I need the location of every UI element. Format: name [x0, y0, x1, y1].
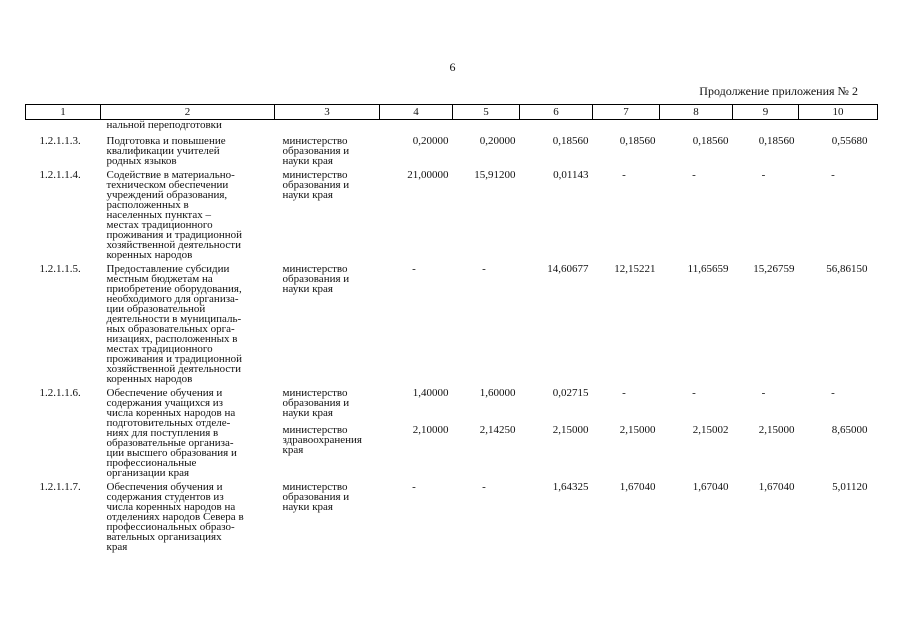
empty-value: - — [692, 169, 696, 181]
numeric-value: 8,65000 — [831, 424, 868, 436]
item-description: Обеспечение обучения и содержания учащихся из числа коренных народов на подготовительных отделе- ниях для поступления в образовательные организа- ции высшего образования и профессиональные организации края — [106, 387, 237, 479]
numeric-value: 2,15000 — [619, 424, 656, 436]
numeric-value: 15,26759 — [753, 263, 795, 275]
program-table — [25, 104, 878, 556]
numeric-value: 0,18560 — [758, 135, 795, 147]
page-number: 6 — [449, 60, 456, 74]
value-cell — [520, 482, 593, 552]
numeric-value: 0,20000 — [412, 135, 449, 147]
agency-cell — [275, 482, 380, 552]
value-cell — [593, 388, 660, 478]
continuation-text: нальной переподготовки — [106, 119, 222, 131]
numeric-value: 2,15000 — [758, 424, 795, 436]
value-cell — [733, 136, 799, 166]
numeric-value: 0,18560 — [619, 135, 656, 147]
empty-value: - — [412, 263, 416, 275]
numeric-value: 0,02715 — [552, 387, 589, 399]
numeric-value: 1,67040 — [758, 481, 795, 493]
item-code: 1.2.1.1.4. — [39, 169, 81, 181]
agency-name: министерство образования и науки края — [282, 135, 350, 167]
value-cell — [593, 264, 660, 384]
numeric-value: 2,10000 — [412, 424, 449, 436]
column-header: 5 — [453, 105, 520, 120]
item-description: Обеспечения обучения и содержания студентов из числа коренных народов на отделениях народов Севера в профессиональных образо- вательных организациях края — [106, 481, 244, 553]
empty-value: - — [622, 387, 626, 399]
empty-value: - — [622, 169, 626, 181]
value-cell — [520, 388, 593, 478]
item-description: Содействие в материально- техническом обеспечении учреждений образования, расположенных в населенных пунктах – местах традиционного проживания и традиционной хозяйственной деятельности коренных народов — [106, 169, 242, 261]
empty-value: - — [692, 387, 696, 399]
row-spacer — [26, 552, 878, 556]
numeric-value: 14,60677 — [547, 263, 589, 275]
numeric-value: 0,20000 — [479, 135, 516, 147]
item-code: 1.2.1.1.3. — [39, 135, 81, 147]
empty-value: - — [831, 169, 835, 181]
value-cell — [660, 482, 733, 552]
value-cell — [733, 388, 799, 478]
numeric-value: 5,01120 — [832, 481, 868, 493]
column-header: 7 — [593, 105, 660, 120]
value-cell — [733, 482, 799, 552]
value-cell — [380, 170, 453, 260]
value-cell — [799, 388, 878, 478]
agency-cell — [275, 264, 380, 384]
table-row — [26, 170, 878, 260]
table-row — [26, 136, 878, 166]
empty-value: - — [482, 481, 486, 493]
empty-value: - — [761, 169, 766, 181]
agency-name: министерство образования и науки края — [282, 481, 350, 513]
value-cell — [660, 388, 733, 478]
agency-cell — [275, 170, 380, 260]
numeric-value: 2,14250 — [479, 424, 516, 436]
empty-value: - — [412, 481, 416, 493]
item-code: 1.2.1.1.5. — [39, 263, 81, 275]
value-cell — [380, 388, 453, 478]
value-cell — [453, 170, 520, 260]
agency-cell — [275, 388, 380, 478]
column-header: 10 — [799, 105, 878, 120]
numeric-value: 15,91200 — [474, 169, 516, 181]
value-cell — [520, 264, 593, 384]
value-cell — [520, 136, 593, 166]
value-cell — [799, 264, 878, 384]
column-header-row — [26, 105, 878, 120]
value-cell — [593, 136, 660, 166]
value-cell — [453, 136, 520, 166]
item-description: Подготовка и повышение квалификации учителей родных языков — [106, 135, 226, 167]
value-cell — [593, 170, 660, 260]
value-cell — [799, 170, 878, 260]
numeric-value: 0,55680 — [831, 135, 868, 147]
agency-name: министерство образования и науки края — [282, 387, 350, 419]
column-header: 8 — [660, 105, 733, 120]
empty-value: - — [831, 387, 835, 399]
numeric-value: 0,01143 — [553, 169, 589, 181]
value-cell — [380, 136, 453, 166]
table-row — [26, 264, 878, 384]
agency-cell — [275, 136, 380, 166]
column-header: 1 — [26, 105, 101, 120]
column-header: 6 — [520, 105, 593, 120]
value-cell — [453, 264, 520, 384]
numeric-value: 12,15221 — [614, 263, 656, 275]
agency-name: министерство здравоохранения края — [282, 424, 362, 456]
table-row — [26, 388, 878, 478]
numeric-value: 1,60000 — [479, 387, 516, 399]
numeric-value: 21,00000 — [407, 169, 449, 181]
numeric-value: 56,86150 — [826, 263, 868, 275]
column-header: 4 — [380, 105, 453, 120]
numeric-value: 1,67040 — [619, 481, 656, 493]
value-cell — [799, 482, 878, 552]
table-row — [26, 482, 878, 552]
value-cell — [453, 482, 520, 552]
numeric-value: 2,15000 — [552, 424, 589, 436]
agency-name: министерство образования и науки края — [282, 263, 350, 295]
value-cell — [733, 264, 799, 384]
empty-value: - — [482, 263, 486, 275]
numeric-value: 0,18560 — [692, 135, 729, 147]
value-cell — [453, 388, 520, 478]
value-cell — [660, 170, 733, 260]
empty-value: - — [761, 387, 766, 399]
column-header: 3 — [275, 105, 380, 120]
agency-name: министерство образования и науки края — [282, 169, 350, 201]
column-header: 2 — [101, 105, 275, 120]
item-code: 1.2.1.1.6. — [39, 387, 81, 399]
numeric-value: 1,64325 — [552, 481, 589, 493]
value-cell — [660, 136, 733, 166]
appendix-label: Продолжение приложения № 2 — [699, 84, 858, 98]
value-cell — [799, 136, 878, 166]
numeric-value: 1,67040 — [692, 481, 729, 493]
numeric-value: 0,18560 — [552, 135, 589, 147]
value-cell — [520, 170, 593, 260]
value-cell — [380, 482, 453, 552]
numeric-value: 1,40000 — [412, 387, 449, 399]
value-cell — [380, 264, 453, 384]
continuation-row — [26, 120, 878, 137]
numeric-value: 2,15002 — [692, 424, 729, 436]
value-cell — [733, 170, 799, 260]
numeric-value: 11,65659 — [687, 263, 729, 275]
item-code: 1.2.1.1.7. — [39, 481, 81, 493]
item-description: Предоставление субсидии местным бюджетам на приобретение оборудования, необходимого для организа- ции образовательной деятельности в муниципаль- ных образовательных орга- низациях, расположенных в местах традиционного проживания и традиционной хозяйственной деятельности коренных народов — [106, 263, 242, 385]
column-header: 9 — [733, 105, 799, 120]
value-cell — [593, 482, 660, 552]
value-cell — [660, 264, 733, 384]
